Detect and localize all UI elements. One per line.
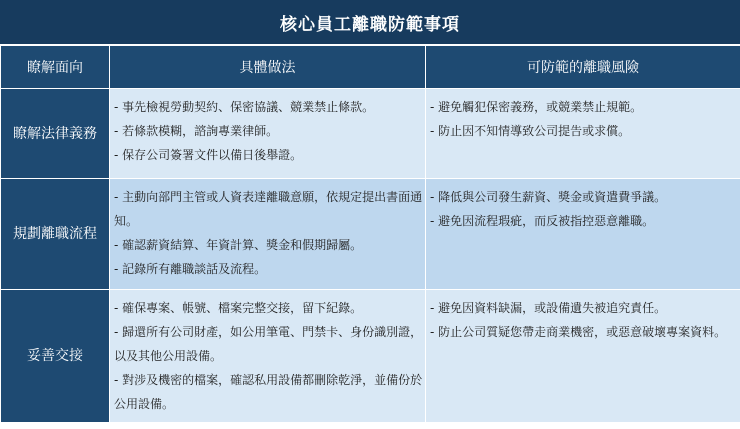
page-title: 核心員工離職防範事項 [0,0,740,45]
header-risks: 可防範的離職風險 [426,46,740,89]
table-row [1,179,740,290]
risks-cell [426,290,740,423]
risks-cell [426,89,740,179]
method-item: - 確保專案、帳號、檔案完整交接，留下紀錄。 [114,301,363,315]
risk-item: - 防止公司質疑您帶走商業機密，或惡意破壞專案資料。 [430,325,727,339]
method-item: - 事先檢視勞動契約、保密協議、競業禁止條款。 [114,100,375,114]
risk-item: - 降低與公司發生薪資、獎金或資遣費爭議。 [430,190,667,204]
method-item: - 確認薪資結算、年資計算、獎金和假期歸屬。 [114,238,363,252]
method-item: - 記錄所有離職談話及流程。 [114,262,267,276]
row-aspect: 妥善交接 [1,290,110,423]
method-item: - 若條款模糊，諮詢專業律師。 [114,124,279,138]
method-item: - 主動向部門主管或人資表達離職意願，依規定提出書面通知。 [114,190,423,228]
table-header-row [1,46,740,89]
row-aspect: 瞭解法律義務 [1,89,110,179]
methods-cell [110,89,426,179]
table-row [1,290,740,423]
risks-cell [426,179,740,290]
methods-cell [110,290,426,423]
method-item: - 保存公司簽署文件以備日後舉證。 [114,148,303,162]
prevention-table [0,45,740,423]
risk-item: - 防止因不知情導致公司提告或求償。 [430,124,631,138]
header-aspect: 瞭解面向 [1,46,110,89]
risk-item: - 避免因資料缺漏，或設備遺失被追究責任。 [430,301,667,315]
method-item: - 對涉及機密的檔案，確認私用設備都刪除乾淨，並備份於公用設備。 [114,373,423,411]
risk-item: - 避免觸犯保密義務，或競業禁止規範。 [430,100,643,114]
risk-item: - 避免因流程瑕疵，而反被指控惡意離職。 [430,214,655,228]
methods-cell [110,179,426,290]
table-row [1,89,740,179]
header-methods: 具體做法 [110,46,426,89]
row-aspect: 規劃離職流程 [1,179,110,290]
method-item: - 歸還所有公司財產，如公用筆電、門禁卡、身份識別證，以及其他公用設備。 [114,325,423,363]
